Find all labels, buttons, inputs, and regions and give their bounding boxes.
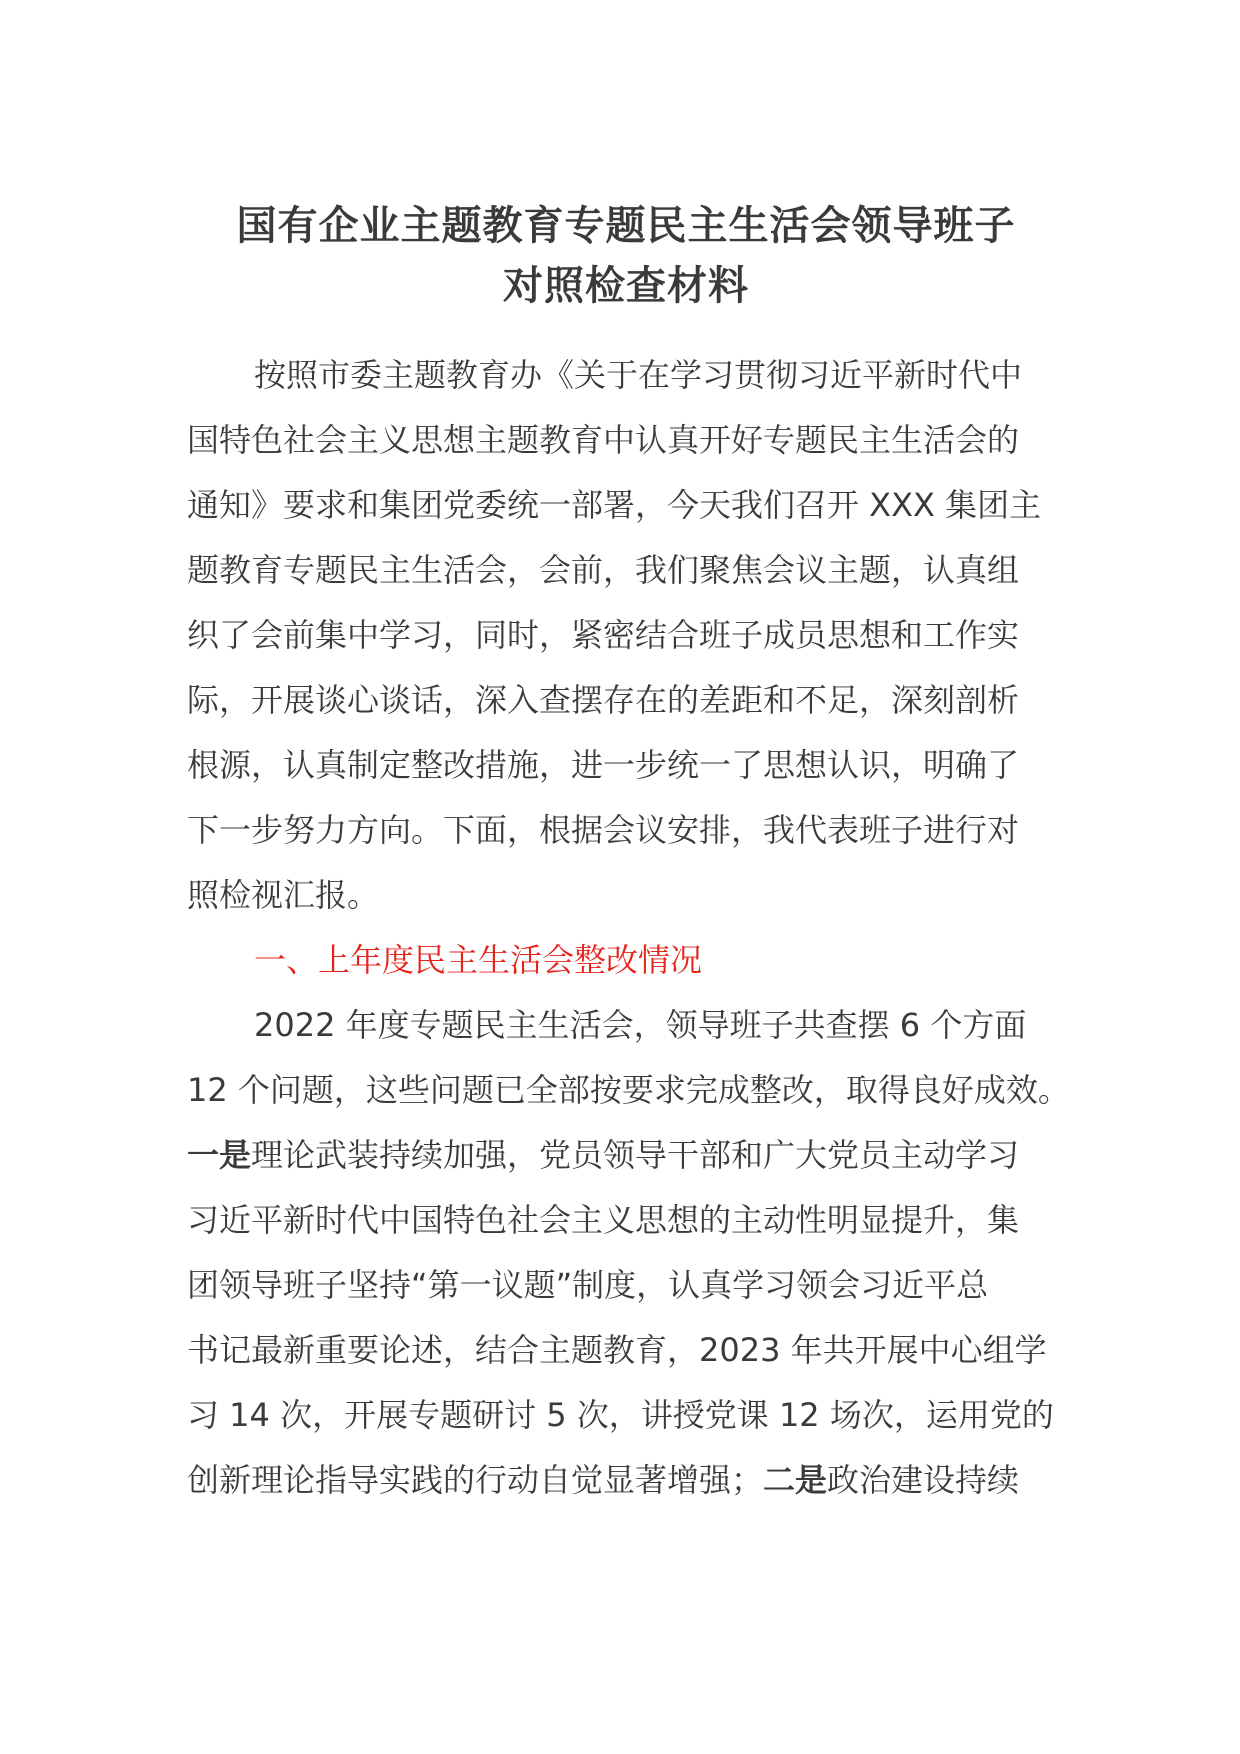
paragraph-line: 根源，认真制定整改措施，进一步统一了思想认识，明确了 <box>187 746 1020 784</box>
paragraph-line: 织了会前集中学习，同时，紧密结合班子成员思想和工作实 <box>187 616 1020 654</box>
paragraph-line: 按照市委主题教育办《关于在学习贯彻习近平新时代中 <box>254 356 1023 394</box>
paragraph-line: 团领导班子坚持“第一议题”制度，认真学习领会习近平总 <box>187 1266 989 1304</box>
paragraph-line <box>187 1123 1065 1188</box>
document-body <box>187 343 1070 1513</box>
title-line-2: 对照检查材料 <box>503 263 749 309</box>
point-lead: 二是 <box>763 1461 828 1499</box>
paragraph-line: 下一步努力方向。下面，根据会议安排，我代表班子进行对 <box>187 811 1020 849</box>
paragraph-line: 国特色社会主义思想主题教育中认真开好专题民主生活会的 <box>187 421 1020 459</box>
paragraph-line: 书记最新重要论述，结合主题教育，2023 年共开展中心组学 <box>187 1331 1047 1369</box>
point-lead: 一是 <box>187 1136 252 1174</box>
paragraph-line <box>187 1448 1065 1513</box>
point-text: 政治建设持续 <box>827 1461 1020 1499</box>
point-text: 理论武装持续加强，党员领导干部和广大党员主动学习 <box>251 1136 1020 1174</box>
point-text: 创新理论指导实践的行动自觉显著增强； <box>187 1461 764 1499</box>
paragraph-line: 际，开展谈心谈话，深入查摆存在的差距和不足，深刻剖析 <box>187 681 1020 719</box>
title-line-1: 国有企业主题教育专题民主生活会领导班子 <box>236 203 1016 249</box>
section-heading: 一、上年度民主生活会整改情况 <box>254 941 703 979</box>
paragraph-line: 2022 年度专题民主生活会，领导班子共查摆 6 个方面 <box>254 1006 1027 1044</box>
paragraph-line: 12 个问题，这些问题已全部按要求完成整改，取得良好成效。 <box>187 1071 1070 1109</box>
paragraph-line: 题教育专题民主生活会，会前，我们聚焦会议主题，认真组 <box>187 551 1020 589</box>
paragraph-line: 习 14 次，开展专题研讨 5 次，讲授党课 12 场次，运用党的 <box>187 1396 1054 1434</box>
document-title <box>187 196 1065 316</box>
paragraph-line: 照检视汇报。 <box>187 876 380 914</box>
paragraph-line: 通知》要求和集团党委统一部署，今天我们召开 XXX 集团主 <box>187 486 1042 524</box>
paragraph-line: 习近平新时代中国特色社会主义思想的主动性明显提升，集 <box>187 1201 1020 1239</box>
